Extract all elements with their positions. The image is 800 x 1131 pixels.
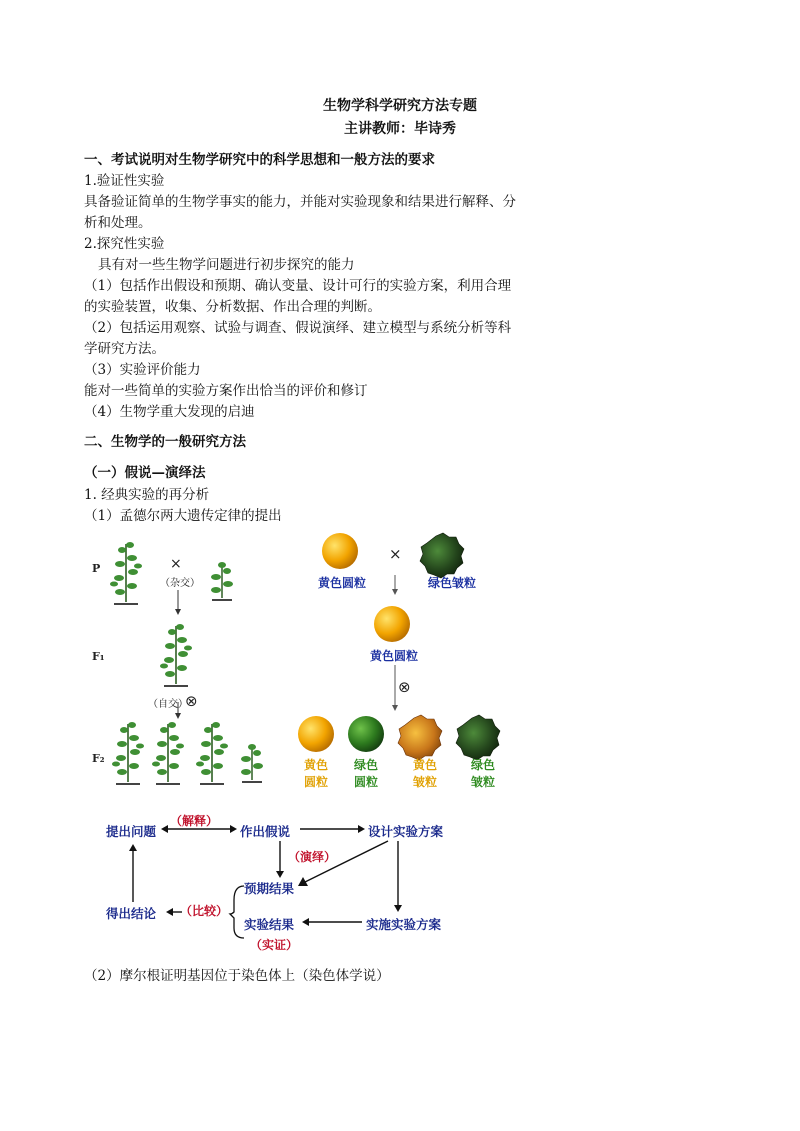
f2-label-1a: 黄色 [304, 758, 329, 772]
pea-self-label: （自交） [148, 699, 188, 710]
item1-title: 1.验证性实验 [84, 173, 165, 189]
seed-cross-symbol: × [389, 545, 402, 563]
flow-node-design: 设计实验方案 [368, 824, 444, 839]
teacher-line: 主讲教师：毕诗秀 [344, 121, 456, 137]
pea-cross-symbol: × [170, 556, 182, 572]
f2-label-4b: 皱粒 [471, 775, 496, 789]
point1-line2: 的实验装置，收集、分析数据、作出合理的判断。 [84, 299, 381, 315]
section2-heading: 二、生物学的一般研究方法 [84, 434, 246, 450]
flow-node-result: 实验结果 [244, 917, 295, 932]
f2-label-3b: 皱粒 [413, 775, 438, 789]
parent2-label: 绿色皱粒 [428, 576, 477, 590]
point2-line2: 学研究方法。 [84, 341, 165, 357]
point4-title: （4）生物学重大发现的启迪 [84, 404, 255, 420]
f2-label-1b: 圆粒 [304, 775, 329, 789]
flow-node-implement: 实施实验方案 [366, 917, 442, 932]
generation-f2-label: F₂ [92, 752, 105, 765]
flow-node-conclude: 得出结论 [106, 906, 157, 921]
page-title: 生物学科学研究方法专题 [323, 98, 477, 114]
sub1-point1: （1）孟德尔两大遗传定律的提出 [84, 508, 282, 524]
f2-label-3a: 黄色 [413, 758, 438, 772]
section1-heading: 一、考试说明对生物学研究中的科学思想和一般方法的要求 [84, 152, 435, 168]
flow-node-predict: 预期结果 [244, 881, 295, 896]
seed-self-symbol: ⊗ [398, 678, 411, 696]
parent1-label: 黄色圆粒 [318, 576, 367, 590]
flow-node-hypothesis: 作出假说 [240, 824, 291, 839]
f1-label: 黄色圆粒 [370, 649, 419, 663]
sub1-point2: （2）摩尔根证明基因位于染色体上（染色体学说） [84, 968, 390, 984]
pea-cross-label: （杂交） [160, 578, 200, 589]
f2-label-4a: 绿色 [471, 758, 496, 772]
flow-relation-compare: （比较） [180, 904, 229, 918]
flow-node-ask: 提出问题 [106, 824, 157, 839]
item2-title: 2.探究性实验 [84, 236, 165, 252]
pea-self-symbol: ⊗ [185, 692, 198, 710]
sub1-heading: （一）假说—演绎法 [84, 465, 206, 481]
generation-f1-label: F₁ [92, 650, 105, 663]
f2-label-2b: 圆粒 [354, 775, 379, 789]
item1-body-line2: 析和处理。 [84, 215, 152, 231]
flow-relation-deduce: （演绎） [288, 850, 337, 864]
f2-label-2a: 绿色 [354, 758, 379, 772]
sub1-item: 1. 经典实验的再分析 [84, 487, 210, 503]
point1-line1: （1）包括作出假设和预期、确认变量、设计可行的实验方案，利用合理 [84, 278, 512, 294]
point3-title: （3）实验评价能力 [84, 362, 201, 378]
item2-intro: 具有对一些生物学问题进行初步探究的能力 [98, 257, 355, 273]
point3-body: 能对一些简单的实验方案作出恰当的评价和修订 [84, 383, 368, 399]
point2-line1: （2）包括运用观察、试验与调查、假说演绎、建立模型与系统分析等科 [84, 320, 512, 336]
flow-relation-explain: （解释） [170, 814, 219, 828]
generation-p-label: P [92, 562, 101, 575]
item1-body-line1: 具备验证简单的生物学事实的能力，并能对实验现象和结果进行解释、分 [84, 194, 516, 210]
flow-relation-verify: （实证） [250, 938, 299, 952]
